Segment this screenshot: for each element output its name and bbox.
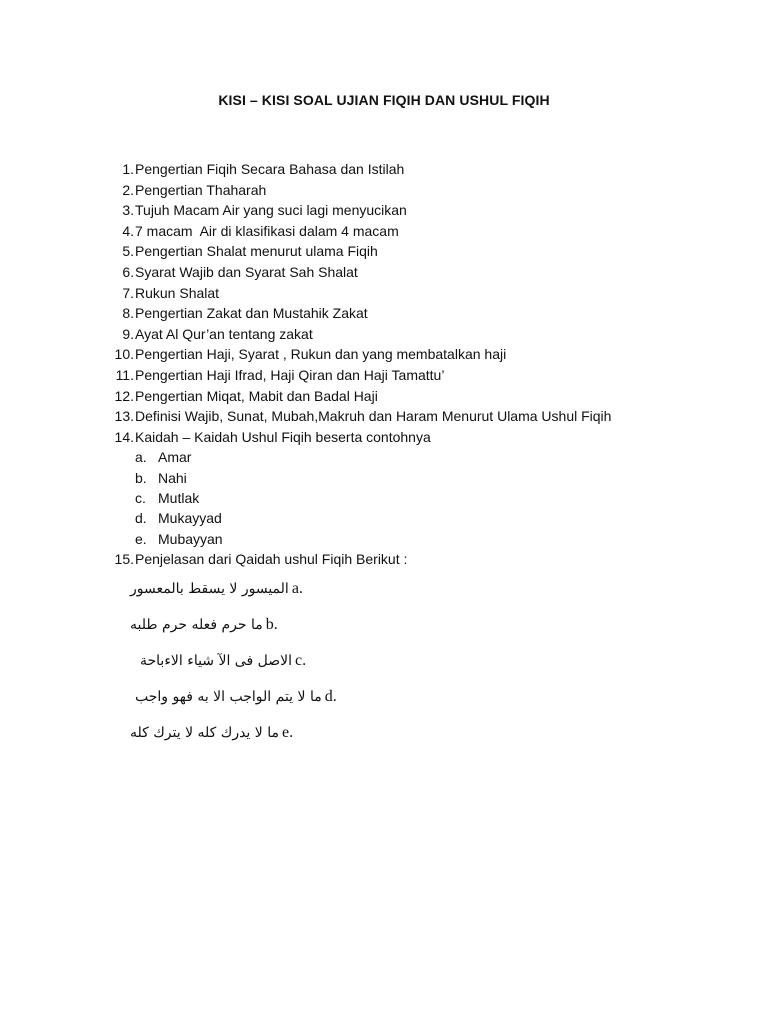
arabic-rules-list bbox=[130, 570, 430, 750]
arabic-rule-text: ما لا يدرك كله لا يترك كله bbox=[130, 725, 279, 741]
item-number: 1. bbox=[122, 161, 134, 177]
arabic-rule-text: الميسور لا يسقط بالمعسور bbox=[130, 581, 289, 597]
item-number: 14. bbox=[114, 428, 134, 445]
question-list bbox=[110, 159, 730, 569]
item-number: 4. bbox=[122, 222, 134, 239]
list-item bbox=[110, 324, 730, 345]
list-item bbox=[110, 262, 730, 283]
item-number: 5. bbox=[122, 243, 134, 260]
arabic-rule-letter: b. bbox=[265, 616, 278, 633]
sub-list-item bbox=[110, 529, 730, 549]
arabic-rule-letter: d. bbox=[324, 688, 337, 705]
item-number: 13. bbox=[114, 408, 134, 425]
sub-item-letter: c. bbox=[135, 489, 146, 506]
list-item bbox=[110, 159, 730, 180]
arabic-rule-letter: a. bbox=[291, 580, 303, 597]
list-item bbox=[110, 406, 730, 427]
item-number: 8. bbox=[122, 305, 134, 322]
item-text: Pengertian Haji, Syarat , Rukun dan yang membatalkan haji bbox=[135, 346, 507, 363]
item-text: Pengertian Haji Ifrad, Haji Qiran dan Haji Tamattu’ bbox=[135, 366, 445, 383]
item-text: Penjelasan dari Qaidah ushul Fiqih Berikut : bbox=[135, 550, 408, 567]
item-text: Pengertian Fiqih Secara Bahasa dan Istilah bbox=[135, 161, 405, 177]
arabic-rule-letter: e. bbox=[281, 724, 294, 741]
item-text: Pengertian Shalat menurut ulama Fiqih bbox=[135, 243, 378, 260]
item-text: Syarat Wajib dan Syarat Sah Shalat bbox=[135, 263, 358, 280]
list-item bbox=[110, 365, 730, 386]
list-item bbox=[110, 427, 730, 448]
arabic-rule bbox=[130, 714, 430, 750]
document-title: KISI – KISI SOAL UJIAN FIQIH DAN USHUL FIQIH bbox=[218, 92, 550, 108]
arabic-rule-letter: c. bbox=[294, 652, 307, 669]
item-number: 15. bbox=[114, 550, 134, 567]
sub-item-text: Mutlak bbox=[158, 489, 200, 506]
item-number: 7. bbox=[122, 284, 134, 301]
item-number: 12. bbox=[114, 387, 134, 404]
item-text: Pengertian Thaharah bbox=[135, 181, 267, 198]
sub-item-text: Nahi bbox=[158, 469, 187, 486]
arabic-rule bbox=[130, 678, 430, 714]
arabic-rule bbox=[130, 606, 430, 642]
sub-item-letter: e. bbox=[135, 530, 147, 547]
list-item bbox=[110, 283, 730, 304]
list-item bbox=[110, 221, 730, 242]
item-text: Rukun Shalat bbox=[135, 284, 220, 301]
arabic-rule bbox=[130, 642, 430, 678]
sub-list-item bbox=[110, 508, 730, 528]
item-text: Pengertian Zakat dan Mustahik Zakat bbox=[135, 305, 368, 322]
list-item bbox=[110, 549, 730, 570]
item-text: Kaidah – Kaidah Ushul Fiqih beserta contohnya bbox=[135, 428, 431, 445]
item-number: 10. bbox=[114, 346, 134, 363]
sub-item-text: Mukayyad bbox=[158, 510, 222, 527]
sub-list-item bbox=[110, 447, 730, 467]
sub-item-letter: d. bbox=[135, 510, 147, 527]
item-text: Ayat Al Qur’an tentang zakat bbox=[135, 325, 313, 342]
item-number: 11. bbox=[115, 366, 134, 383]
item-text: 7 macam Air di klasifikasi dalam 4 macam bbox=[135, 222, 399, 239]
sub-item-text: Amar bbox=[158, 449, 192, 466]
arabic-rule-text: ما حرم فعله حرم طلبه bbox=[130, 617, 263, 633]
item-number: 9. bbox=[122, 325, 134, 342]
list-item bbox=[110, 344, 730, 365]
sub-list-item bbox=[110, 488, 730, 508]
arabic-rule bbox=[130, 570, 430, 606]
item-text: Pengertian Miqat, Mabit dan Badal Haji bbox=[135, 387, 378, 404]
item-text: Definisi Wajib, Sunat, Mubah,Makruh dan Haram Menurut Ulama Ushul Fiqih bbox=[135, 408, 612, 425]
sub-item-text: Mubayyan bbox=[158, 530, 223, 547]
arabic-rule-text: ما لا يتم الواجب الا به فهو واجب bbox=[135, 689, 322, 705]
list-item bbox=[110, 180, 730, 201]
list-item bbox=[110, 386, 730, 407]
sub-list-item bbox=[110, 468, 730, 488]
item-number: 3. bbox=[122, 202, 134, 219]
list-item bbox=[110, 303, 730, 324]
list-item bbox=[110, 200, 730, 221]
sub-item-letter: b. bbox=[135, 469, 147, 486]
item-number: 2. bbox=[122, 181, 134, 198]
sub-item-letter: a. bbox=[135, 449, 147, 466]
item-text: Tujuh Macam Air yang suci lagi menyucikan bbox=[135, 202, 407, 219]
arabic-rule-text: الاصل فى الآ شياء الاءباحة bbox=[140, 653, 292, 669]
list-item bbox=[110, 241, 730, 262]
item-number: 6. bbox=[122, 263, 134, 280]
